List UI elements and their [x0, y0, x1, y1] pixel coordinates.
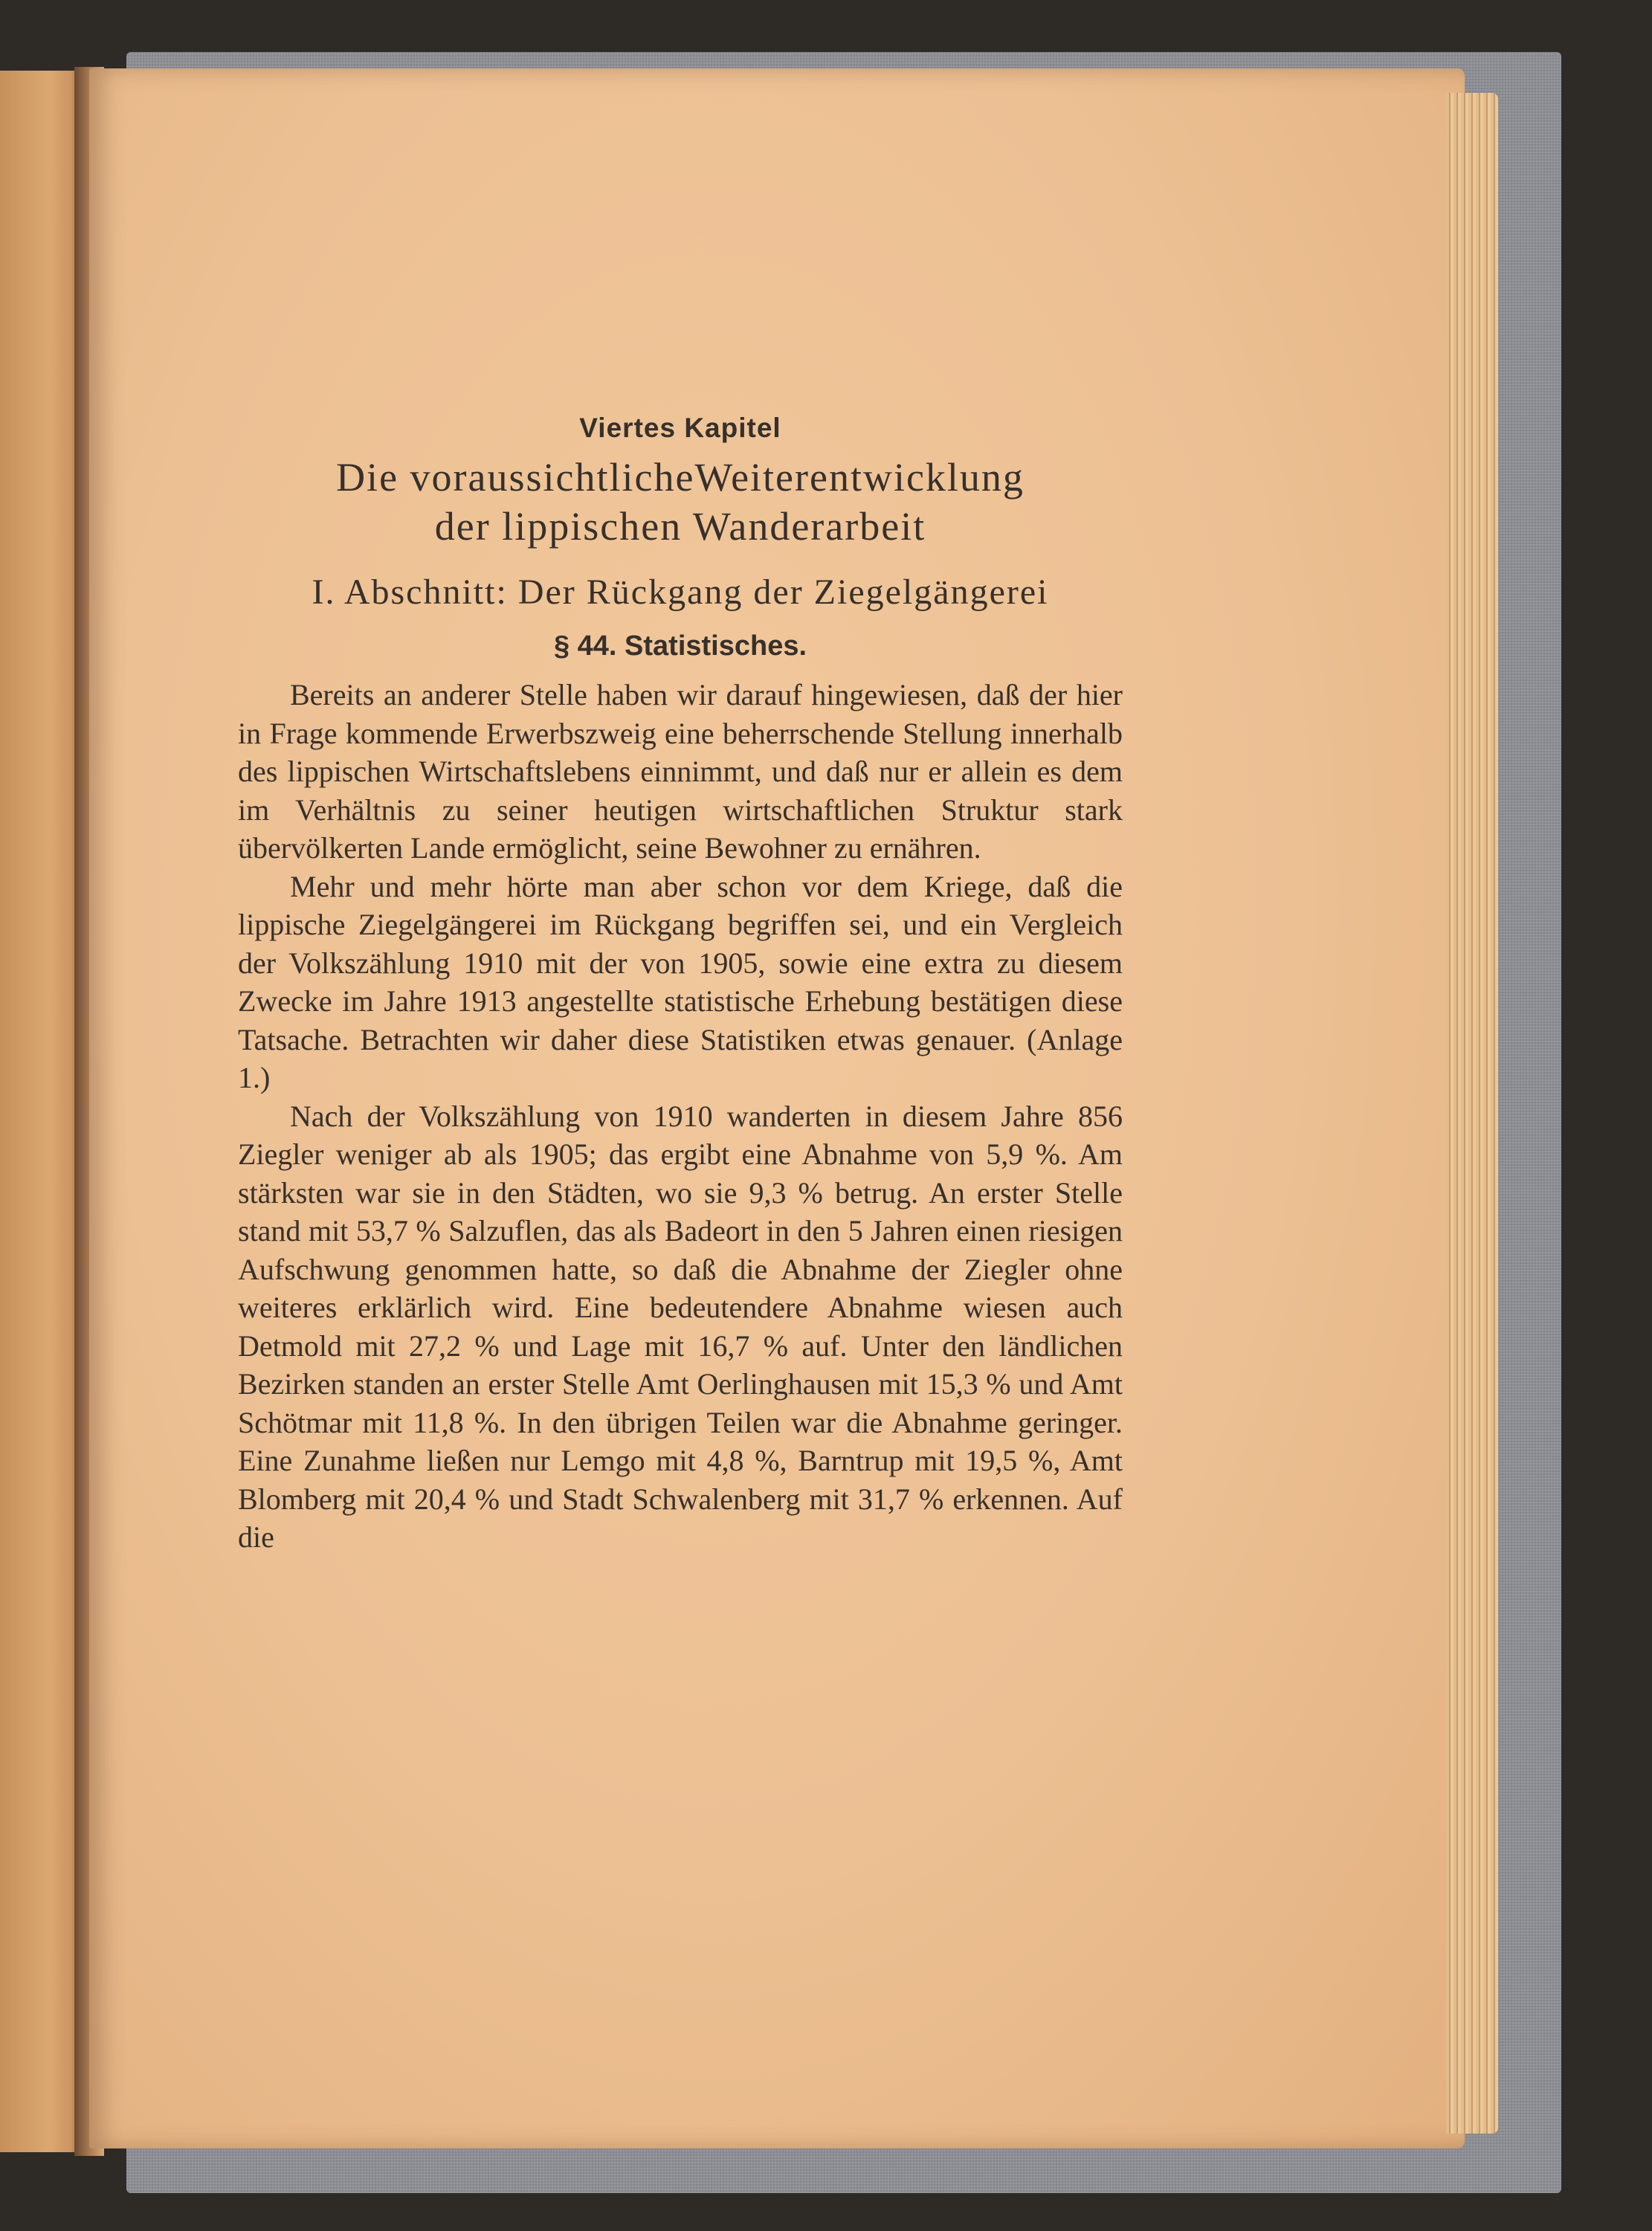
left-page-edge: [0, 71, 83, 2152]
section-heading: I. Abschnitt: Der Rückgang der Ziegelgängerei: [312, 572, 1049, 612]
paragraph-1: Bereits an anderer Stelle haben wir darauf hingewiesen, daß der hier in Frage kommende Erwerbszweig eine beherrschende Stellung innerhalb des lippischen Wirtschaftslebens einnimmt, und daß nur er allein es dem im Verhältnis zu seiner heutigen wirtschaftlichen Struktur stark übervölkerten Lande ermöglicht, seine Bewohner zu ernähren.: [238, 678, 1123, 865]
paragraph-heading: § 44. Statistisches.: [553, 630, 807, 662]
paragraph-2: Mehr und mehr hörte man aber schon vor dem Kriege, daß die lippische Ziegelgängerei im Rückgang begriffen sei, und ein Vergleich der Volkszählung 1910 mit der von 1905, sowie eine extra zu diesem Zwecke im Jahre 1913 angestellte statistische Erhebung bestätigen diese Tatsache. Betrachten wir daher diese Statistiken etwas genauer. (Anlage 1.): [238, 869, 1123, 1094]
chapter-title: [238, 453, 1123, 551]
paragraph-3: Nach der Volkszählung von 1910 wanderten in diesem Jahre 856 Ziegler weniger ab als 1905; das ergibt eine Abnahme von 5,9 %. Am stärksten war sie in den Städten, wo sie 9,3 % betrug. An erster Stelle stand mit 53,7 % Salzuflen, das als Badeort in den 5 Jahren einen riesigen Aufschwung genommen hatte, so daß die Abnahme der Ziegler ohne weiteres erklärlich wird. Eine bedeutendere Abnahme wiesen auch Detmold mit 27,2 % und Lage mit 16,7 % auf. Unter den ländlichen Bezirken standen an erster Stelle Amt Oerlinghausen mit 15,3 % und Amt Schötmar mit 11,8 %. In den übrigen Teilen war die Abnahme geringer. Eine Zunahme ließen nur Lemgo mit 4,8 %, Barntrup mit 19,5 %, Amt Blomberg mit 20,4 % und Stadt Schwalenberg mit 31,7 % erkennen. Auf die: [238, 1099, 1123, 1554]
chapter-title-line-2: der lippischen Wanderarbeit: [434, 504, 926, 549]
chapter-label: Viertes Kapitel: [579, 413, 781, 443]
page-stack-edges: [1446, 93, 1498, 2134]
body-text: [238, 676, 1123, 1557]
page-text: [238, 413, 1123, 1557]
chapter-title-line-1: Die voraussichtlicheWeiterentwicklung: [336, 455, 1025, 500]
